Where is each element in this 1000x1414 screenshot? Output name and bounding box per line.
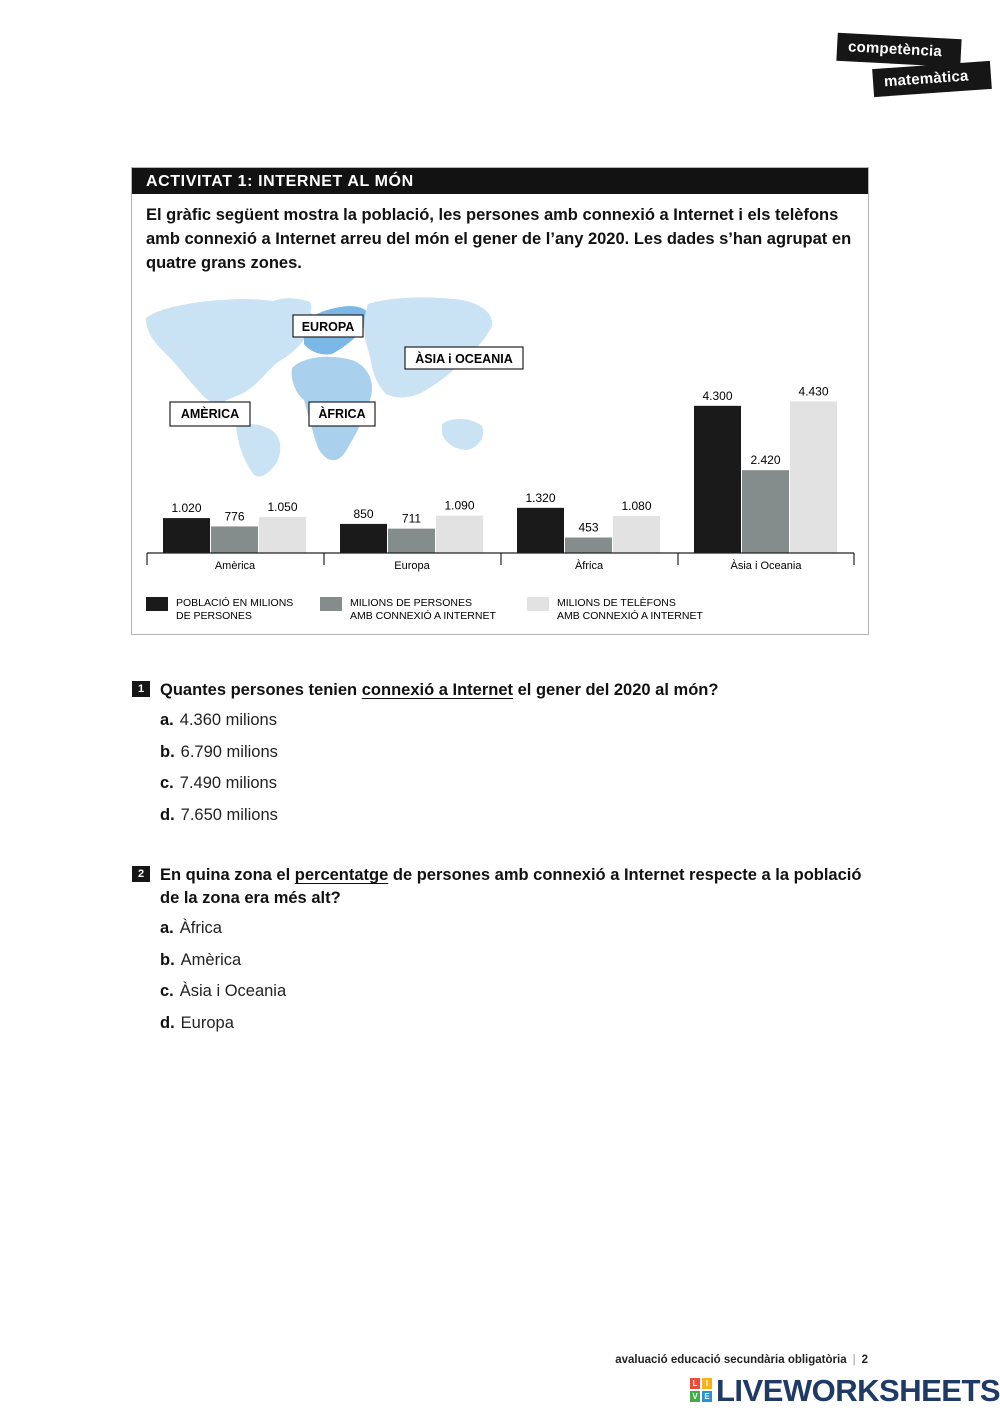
bar-value-label: 850 xyxy=(353,506,374,521)
bar-value-label: 1.320 xyxy=(525,490,556,505)
activity-intro: El gràfic següent mostra la població, les persones amb connexió a Internet i els telèfons amb connexió a Internet arreu del món el gener de l’any 2020. Les dades s’han agrupat en quatre grans zones. xyxy=(146,206,852,272)
svg-text:ÀSIA i OCEANIA: ÀSIA i OCEANIA xyxy=(415,352,513,366)
legend-item-population xyxy=(146,596,293,622)
map-label-asia-oceania xyxy=(405,347,523,369)
svg-text:MILIONS DE PERSONES: MILIONS DE PERSONES xyxy=(350,597,472,609)
bar-value-label: 2.420 xyxy=(750,453,781,468)
question-number: 1 xyxy=(132,681,150,697)
svg-text:POBLACIÓ EN MILIONS: POBLACIÓ EN MILIONS xyxy=(176,597,294,609)
question-text: En quina zona el percentatge de persones amb connexió a Internet respecte a la població de la zona era més alt? xyxy=(160,866,862,907)
answer-option-d[interactable]: d. 7.650 milions xyxy=(160,805,278,824)
answer-option-a[interactable]: a. 4.360 milions xyxy=(160,711,277,729)
answer-option-c[interactable]: c. 7.490 milions xyxy=(160,774,277,792)
liveworksheets-logo xyxy=(690,1373,1000,1408)
bar-population xyxy=(694,406,741,553)
legend-item-phones xyxy=(527,596,703,622)
bar-internet-users xyxy=(388,529,435,553)
bar-value-label: 4.300 xyxy=(702,388,733,403)
category-label: Àfrica xyxy=(574,560,604,572)
category-label: Àsia i Oceania xyxy=(730,560,802,572)
bar-value-label: 1.020 xyxy=(171,501,202,516)
category-labels xyxy=(215,559,803,572)
bar-internet-users xyxy=(211,526,258,553)
svg-text:AMÈRICA: AMÈRICA xyxy=(180,407,240,421)
bar-internet-phones xyxy=(259,517,306,553)
answer-option-a[interactable]: a. Àfrica xyxy=(160,919,222,937)
bar-internet-phones xyxy=(613,516,660,553)
footer-text: avaluació educació secundària obligatòria xyxy=(615,1354,847,1366)
svg-text:AMB CONNEXIÓ A INTERNET: AMB CONNEXIÓ A INTERNET xyxy=(557,610,703,622)
bar-internet-phones xyxy=(790,401,837,553)
bar-value-label: 1.090 xyxy=(444,498,475,513)
map-label-africa xyxy=(309,402,375,426)
bar-value-label: 776 xyxy=(224,509,245,524)
answer-option-b[interactable]: b. Amèrica xyxy=(160,950,242,969)
page-footer: avaluació educació secundària obligatòria | 2 xyxy=(615,1354,868,1366)
world-map xyxy=(146,297,523,476)
bar-internet-users xyxy=(742,470,789,553)
bar-population xyxy=(340,524,387,553)
answer-option-b[interactable]: b. 6.790 milions xyxy=(160,742,278,761)
map-label-america xyxy=(170,402,250,426)
svg-text:AMB CONNEXIÓ A INTERNET: AMB CONNEXIÓ A INTERNET xyxy=(350,610,496,622)
chart-area xyxy=(132,168,868,634)
matematica-tag: matemàtica xyxy=(872,61,992,97)
category-label: Amèrica xyxy=(214,560,256,572)
bar-internet-users xyxy=(565,537,612,553)
answer-options xyxy=(132,918,872,1044)
activity-title: ACTIVITAT 1: INTERNET AL MÓN xyxy=(132,168,868,194)
map-label-europe xyxy=(293,315,363,337)
bar-population xyxy=(163,518,210,553)
svg-text:MILIONS DE TELÈFONS: MILIONS DE TELÈFONS xyxy=(557,597,676,609)
map-oceania xyxy=(442,419,483,450)
legend-item-internet-users xyxy=(320,597,496,622)
activity-panel xyxy=(131,167,869,635)
bar-value-label: 1.080 xyxy=(621,499,652,514)
category-label: Europa xyxy=(394,560,430,572)
bar-value-label: 1.050 xyxy=(267,500,298,515)
svg-text:ÀFRICA: ÀFRICA xyxy=(318,407,366,421)
chart-legend xyxy=(146,596,703,622)
question-1 xyxy=(132,679,872,836)
question-2 xyxy=(132,864,872,1044)
bar-value-label: 453 xyxy=(578,520,599,535)
logo-wordmark: LIVEWORKSHEETS xyxy=(716,1373,1000,1408)
logo-grid-icon: L I V E xyxy=(690,1378,712,1402)
bar-internet-phones xyxy=(436,516,483,553)
bar-value-label: 4.430 xyxy=(798,384,829,399)
answer-option-d[interactable]: d. Europa xyxy=(160,1013,234,1032)
svg-text:DE PERSONES: DE PERSONES xyxy=(176,610,252,622)
answer-options xyxy=(132,710,872,836)
competencia-tag: competència xyxy=(836,33,961,67)
answer-option-c[interactable]: c. Àsia i Oceania xyxy=(160,982,287,1000)
map-south-america xyxy=(236,424,280,477)
bar-value-label: 711 xyxy=(401,511,422,526)
question-number: 2 xyxy=(132,866,150,882)
page-number: 2 xyxy=(861,1354,868,1366)
svg-text:EUROPA: EUROPA xyxy=(301,320,355,334)
bar-population xyxy=(517,508,564,553)
question-text: Quantes persones tenien connexió a Internet el gener del 2020 al món? xyxy=(160,681,719,699)
